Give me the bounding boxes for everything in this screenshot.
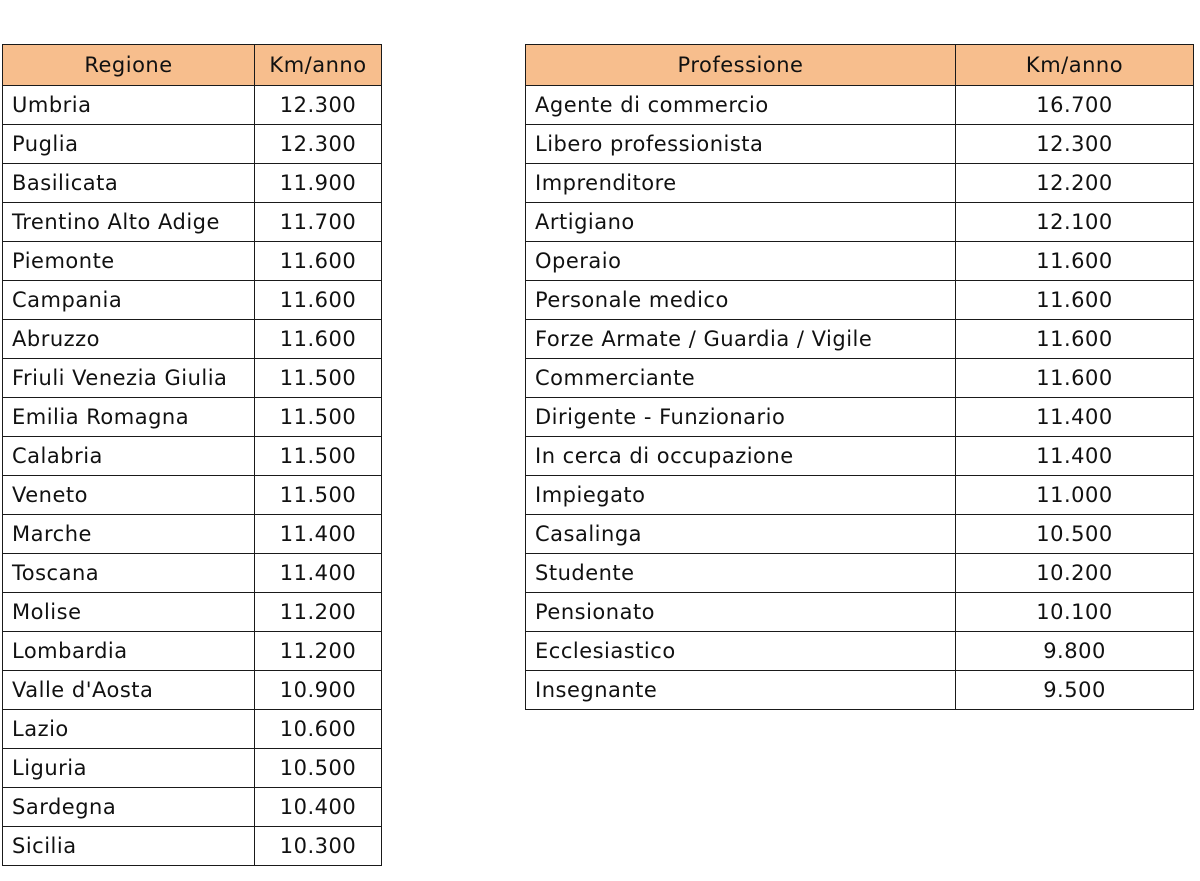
table-header-row (3, 45, 382, 86)
row-label: Piemonte (3, 242, 255, 281)
row-label: Dirigente - Funzionario (526, 398, 956, 437)
row-label: Marche (3, 515, 255, 554)
row-label: Artigiano (526, 203, 956, 242)
row-label: Insegnante (526, 671, 956, 710)
row-km-value: 11.400 (255, 554, 382, 593)
table-row (526, 632, 1194, 671)
row-label: Molise (3, 593, 255, 632)
row-km-value: 11.700 (255, 203, 382, 242)
row-label: Liguria (3, 749, 255, 788)
row-km-value: 11.400 (956, 437, 1194, 476)
row-km-value: 11.500 (255, 437, 382, 476)
table-row (3, 86, 382, 125)
row-label: Impiegato (526, 476, 956, 515)
table-row (526, 398, 1194, 437)
row-km-value: 10.200 (956, 554, 1194, 593)
table-row (526, 593, 1194, 632)
row-label: Studente (526, 554, 956, 593)
row-label: Lazio (3, 710, 255, 749)
table-row (3, 788, 382, 827)
table-row (526, 359, 1194, 398)
row-km-value: 11.600 (956, 359, 1194, 398)
row-km-value: 11.600 (956, 320, 1194, 359)
table-row (3, 671, 382, 710)
row-label: Lombardia (3, 632, 255, 671)
row-km-value: 10.100 (956, 593, 1194, 632)
row-km-value: 11.500 (255, 476, 382, 515)
row-label: Sicilia (3, 827, 255, 866)
table-row (3, 164, 382, 203)
row-label: Campania (3, 281, 255, 320)
row-label: Friuli Venezia Giulia (3, 359, 255, 398)
row-label: Imprenditore (526, 164, 956, 203)
row-km-value: 12.300 (255, 86, 382, 125)
row-km-value: 10.600 (255, 710, 382, 749)
row-km-value: 11.900 (255, 164, 382, 203)
row-label: Puglia (3, 125, 255, 164)
table-row (526, 203, 1194, 242)
row-label: Veneto (3, 476, 255, 515)
table-row (526, 437, 1194, 476)
table-row (526, 281, 1194, 320)
column-header-km-anno: Km/anno (956, 45, 1194, 86)
table-row (3, 125, 382, 164)
row-km-value: 11.400 (956, 398, 1194, 437)
table-row (3, 710, 382, 749)
table-row (3, 359, 382, 398)
table-row (526, 671, 1194, 710)
professioni-table-body (526, 86, 1194, 710)
row-label: Personale medico (526, 281, 956, 320)
row-km-value: 11.000 (956, 476, 1194, 515)
table-row (3, 593, 382, 632)
column-header-professione: Professione (526, 45, 956, 86)
table-row (3, 320, 382, 359)
table-row (526, 515, 1194, 554)
row-label: Valle d'Aosta (3, 671, 255, 710)
row-km-value: 9.500 (956, 671, 1194, 710)
column-header-km-anno: Km/anno (255, 45, 382, 86)
row-km-value: 12.100 (956, 203, 1194, 242)
row-label: Libero professionista (526, 125, 956, 164)
row-km-value: 12.300 (956, 125, 1194, 164)
row-km-value: 11.600 (956, 242, 1194, 281)
table-row (526, 476, 1194, 515)
table-row (3, 632, 382, 671)
row-km-value: 12.300 (255, 125, 382, 164)
professioni-table (525, 44, 1194, 710)
row-label: In cerca di occupazione (526, 437, 956, 476)
row-km-value: 10.500 (255, 749, 382, 788)
row-label: Sardegna (3, 788, 255, 827)
table-row (3, 827, 382, 866)
table-header-row (526, 45, 1194, 86)
row-km-value: 9.800 (956, 632, 1194, 671)
row-km-value: 11.200 (255, 593, 382, 632)
table-row (3, 749, 382, 788)
table-row (3, 281, 382, 320)
regioni-table-body (3, 86, 382, 866)
row-label: Agente di commercio (526, 86, 956, 125)
row-label: Forze Armate / Guardia / Vigile (526, 320, 956, 359)
row-km-value: 11.500 (255, 398, 382, 437)
row-km-value: 11.200 (255, 632, 382, 671)
row-km-value: 11.600 (956, 281, 1194, 320)
row-km-value: 12.200 (956, 164, 1194, 203)
table-row (3, 398, 382, 437)
row-label: Umbria (3, 86, 255, 125)
table-row (3, 476, 382, 515)
table-row (526, 554, 1194, 593)
table-row (526, 164, 1194, 203)
table-row (526, 86, 1194, 125)
row-label: Trentino Alto Adige (3, 203, 255, 242)
row-km-value: 10.300 (255, 827, 382, 866)
row-km-value: 10.900 (255, 671, 382, 710)
row-label: Ecclesiastico (526, 632, 956, 671)
row-label: Emilia Romagna (3, 398, 255, 437)
row-km-value: 10.400 (255, 788, 382, 827)
table-row (526, 125, 1194, 164)
row-km-value: 11.600 (255, 320, 382, 359)
row-km-value: 10.500 (956, 515, 1194, 554)
row-label: Casalinga (526, 515, 956, 554)
row-label: Pensionato (526, 593, 956, 632)
row-label: Toscana (3, 554, 255, 593)
table-row (3, 515, 382, 554)
table-row (3, 554, 382, 593)
row-label: Basilicata (3, 164, 255, 203)
table-row (526, 242, 1194, 281)
row-km-value: 11.500 (255, 359, 382, 398)
row-label: Operaio (526, 242, 956, 281)
row-km-value: 11.600 (255, 281, 382, 320)
row-km-value: 11.600 (255, 242, 382, 281)
table-row (526, 320, 1194, 359)
row-km-value: 11.400 (255, 515, 382, 554)
table-row (3, 242, 382, 281)
regioni-table (2, 44, 382, 866)
table-row (3, 203, 382, 242)
row-label: Commerciante (526, 359, 956, 398)
row-label: Abruzzo (3, 320, 255, 359)
table-row (3, 437, 382, 476)
row-label: Calabria (3, 437, 255, 476)
column-header-regione: Regione (3, 45, 255, 86)
row-km-value: 16.700 (956, 86, 1194, 125)
